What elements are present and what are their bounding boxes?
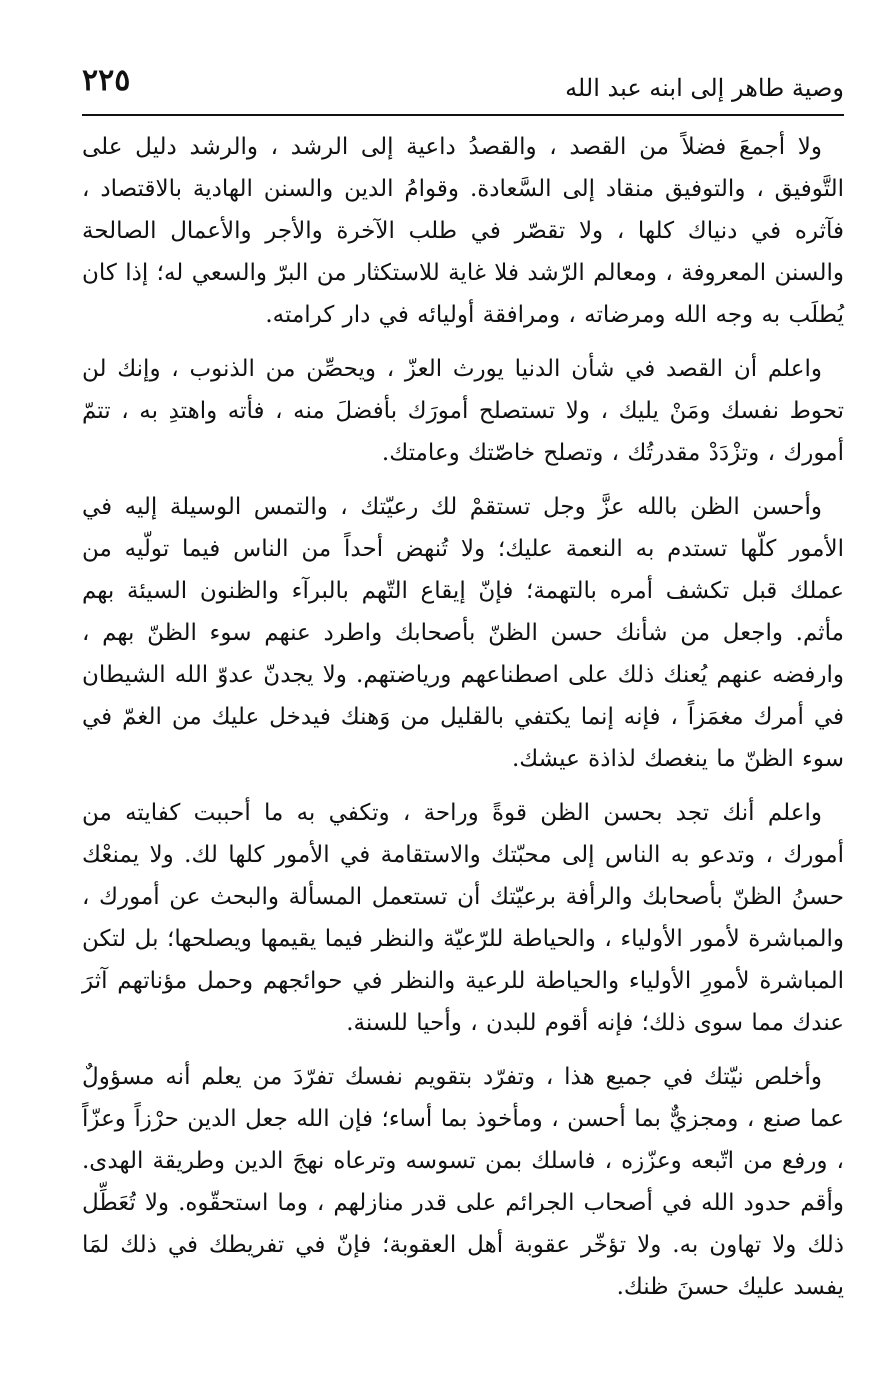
page-number: ٢٢٥ xyxy=(82,63,131,98)
header-divider xyxy=(82,114,844,116)
paragraph-1: ولا أجمعَ فضلاً من القصد ، والقصدُ داعية إلى الرشد ، والرشد دليل على التَّوفيق ، والتوفيق منقاد إلى السَّعادة. وقوامُ الدين والسنن الهادية بالاقتصاد ، فآثره في دنياك كلها ، ولا تقصّر في طلب الآخرة والأجر والأعمال الصالحة والسنن المعروفة ، ومعالم الرّشد فلا غاية للاستكثار من البرّ والسعي له؛ إذا كان يُطلَب به وجه الله ومرضاته ، ومرافقة أوليائه في دار كرامته. xyxy=(82,134,844,328)
paragraph-2: واعلم أن القصد في شأن الدنيا يورث العزّ ، ويحصِّن من الذنوب ، وإنك لن تحوط نفسك ومَنْ يليك ، ولا تستصلح أمورَك بأفضلَ منه ، فأته واهتدِ به ، تتمّ أمورك ، وتزْدَدْ مقدرتُك ، وتصلح خاصّتك وعامتك. xyxy=(82,356,844,466)
running-title: وصية طاهر إلى ابنه عبد الله xyxy=(565,74,844,102)
paragraph-5: وأخلص نيّتك في جميع هذا ، وتفرّد بتقويم نفسك تفرّدَ من يعلم أنه مسؤولٌ عما صنع ، ومجزيٌّ بما أحسن ، ومأخوذ بما أساء؛ فإن الله جعل الدين حرْزاً وعزّاً ، ورفع من اتّبعه وعزّزه ، فاسلك بمن تسوسه وترعاه نهجَ الدين وطريقة الهدى. وأقم حدود الله في أصحاب الجرائم على قدر منازلهم ، وما استحقّوه. ولا تُعَطِّل ذلك ولا تهاون به. ولا تؤخّر عقوبة أهل العقوبة؛ فإنّ في تفريطك في ذلك لمَا يفسد عليك حسنَ ظنك. xyxy=(82,1064,844,1300)
paragraph-3: وأحسن الظن بالله عزَّ وجل تستقمْ لك رعيّتك ، والتمس الوسيلة إليه في الأمور كلّها تستدم به النعمة عليك؛ ولا تُنهض أحداً من الناس فيما تولّيه من عملك قبل تكشف أمره بالتهمة؛ فإنّ إيقاع التّهم بالبرآء والظنون السيئة بهم مأثم. واجعل من شأنك حسن الظنّ بأصحابك واطرد عنهم سوء الظنّ بهم ، وارفضه عنهم يُعنك ذلك على اصطناعهم ورياضتهم. ولا يجدنّ عدوّ الله الشيطان في أمرك مغمَزاً ، فإنه إنما يكتفي بالقليل من وَهنك فيدخل عليك من الغمّ في سوء الظنّ ما ينغصك لذاذة عيشك. xyxy=(82,494,844,772)
page-header xyxy=(82,62,844,108)
body-text xyxy=(82,126,844,1320)
paragraph-4: واعلم أنك تجد بحسن الظن قوةً وراحة ، وتكفي به ما أحببت كفايته من أمورك ، وتدعو به الناس إلى محبّتك والاستقامة في الأمور كلها لك. ولا يمنعْك حسنُ الظنّ بأصحابك والرأفة برعيّتك أن تستعمل المسألة والبحث عن أمورك ، والمباشرة لأمور الأولياء ، والحياطة للرّعيّة والنظر فيما يقيمها ويصلحها؛ بل لتكن المباشرة لأمورِ الأولياء والحياطة للرعية والنظر في حوائجهم وحمل مؤناتهم آثرَ عندك مما سوى ذلك؛ فإنه أقوم للبدن ، وأحيا للسنة. xyxy=(82,800,844,1036)
